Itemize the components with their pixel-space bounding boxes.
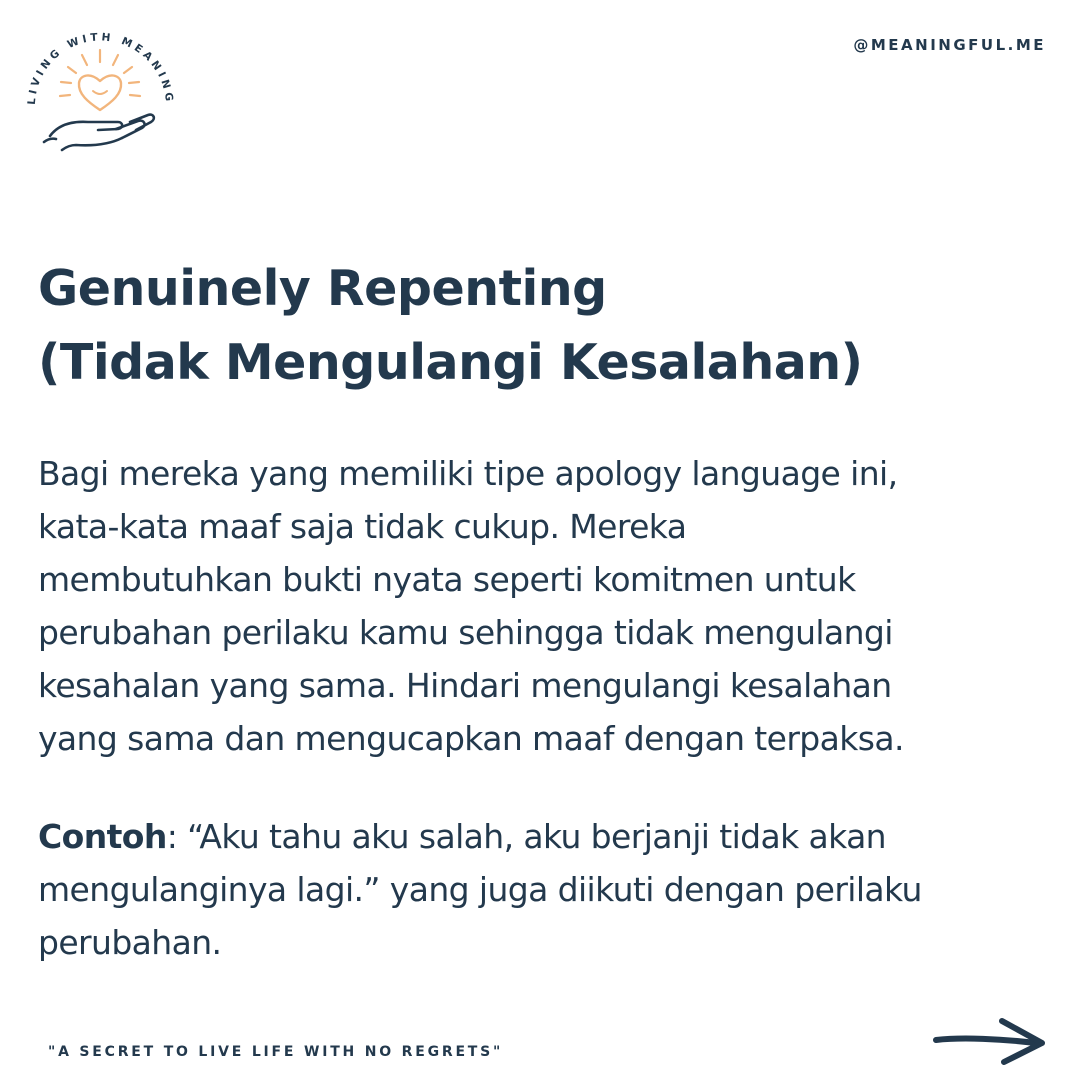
body-line: kata-kata maaf saja tidak cukup. Mereka [38,507,687,546]
page-title [38,252,1038,400]
heart-icon [79,75,121,110]
title-subtitle-line: (Tidak Mengulangi Kesalahan) [38,334,863,391]
arrow-right-icon[interactable] [932,1012,1050,1068]
sun-rays [60,50,140,96]
example-label: Contoh [38,817,167,856]
account-handle: @MEANINGFUL.ME [853,36,1046,54]
body-line: membutuhkan bukti nyata seperti komitmen untuk [38,560,856,599]
example-text: : “Aku tahu aku salah, aku berjanji tidak akan [166,817,887,856]
example-line [38,810,1058,863]
footer-tagline: "A SECRET TO LIVE LIFE WITH NO REGRETS" [48,1044,504,1060]
example-paragraph [38,810,1058,969]
body-line: perubahan perilaku kamu sehingga tidak mengulangi [38,613,893,652]
body-paragraph [38,447,1048,765]
body-line: Bagi mereka yang memiliki tipe apology language ini, [38,454,898,493]
body-line: kesahalan yang sama. Hindari mengulangi kesalahan [38,666,892,705]
example-line: mengulanginya lagi.” yang juga diikuti dengan perilaku [38,870,922,909]
title-line: Genuinely Repenting [38,260,607,317]
living-with-meaning-logo [18,18,188,158]
logo-circular-text: LIVING WITH MEANING [25,31,176,106]
example-line: perubahan. [38,923,222,962]
body-line: yang sama dan mengucapkan maaf dengan terpaksa. [38,719,904,758]
hand-icon [44,115,154,150]
